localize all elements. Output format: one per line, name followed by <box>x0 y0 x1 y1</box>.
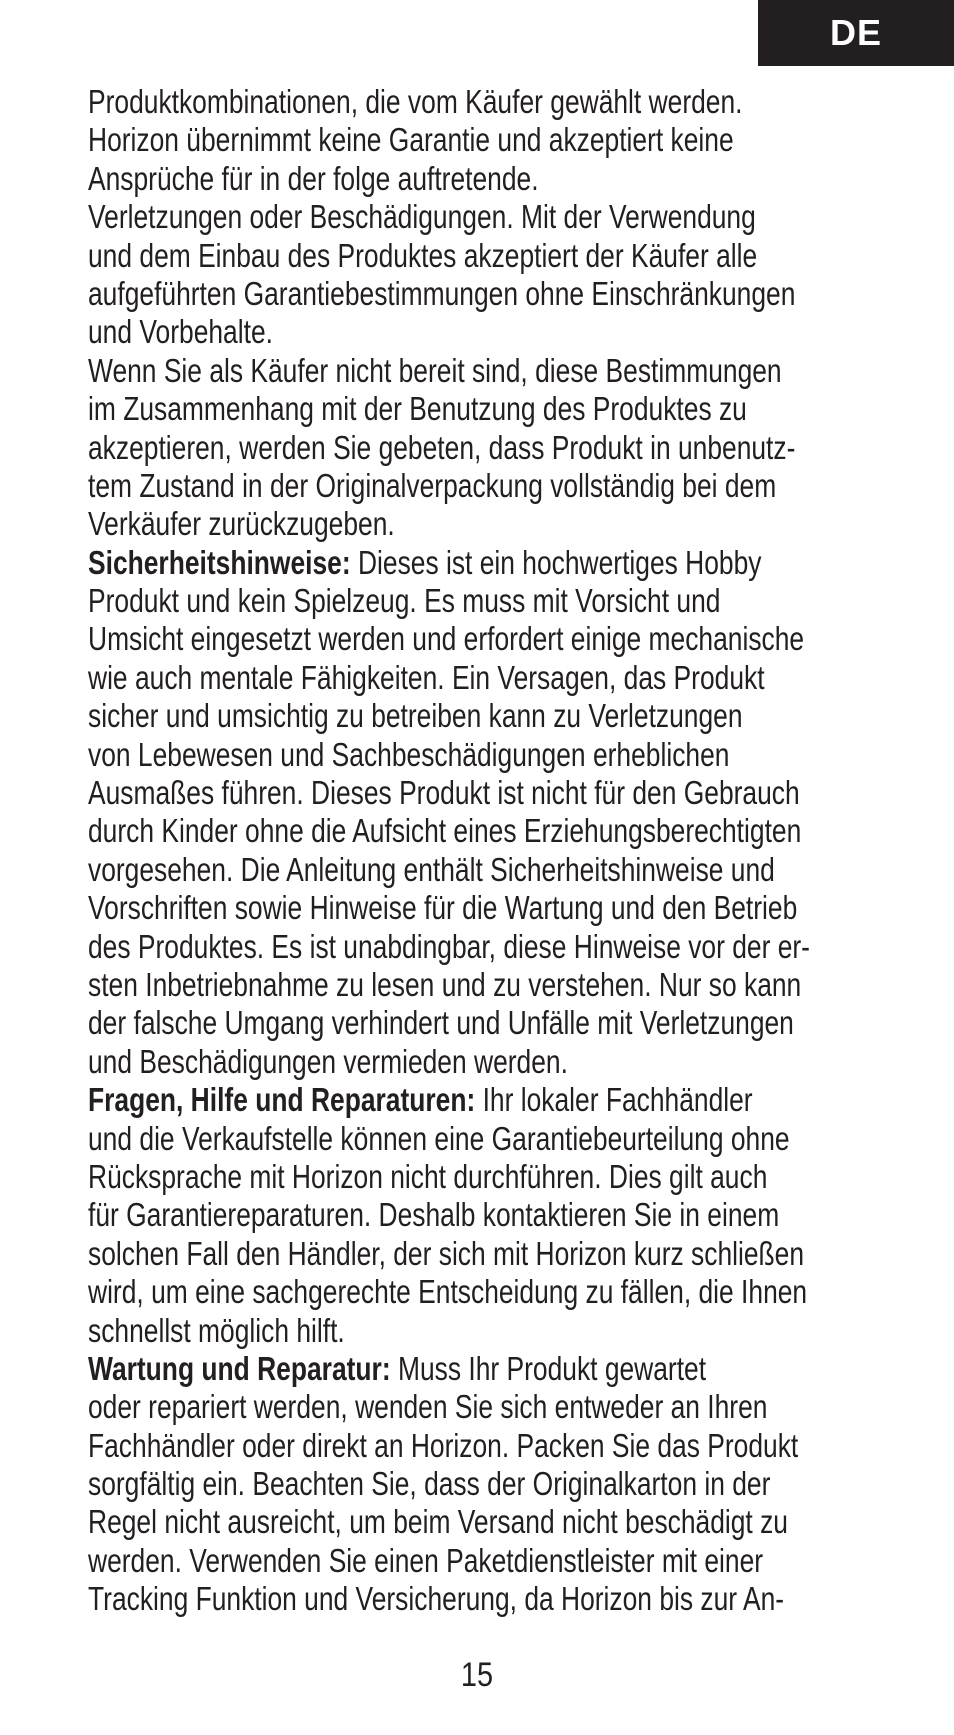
text-line <box>88 1503 788 1541</box>
line-text: Vorschriften sowie Hinweise für die Wartung und den Betrieb <box>88 889 798 927</box>
line-text: werden. Verwenden Sie einen Paketdienstleister mit einer <box>88 1541 764 1579</box>
text-line <box>88 774 800 812</box>
line-text: Umsicht eingesetzt werden und erfordert einige mechanische <box>88 620 805 658</box>
line-text: sorgfältig ein. Beachten Sie, dass der Originalkarton in der <box>88 1465 771 1503</box>
document-body <box>88 83 868 1619</box>
line-text: Fachhändler oder direkt an Horizon. Packen Sie das Produkt <box>88 1426 799 1464</box>
line-text: Produkt und kein Spielzeug. Es muss mit Vorsicht und <box>88 582 721 620</box>
line-text: wird, um eine sachgerechte Entscheidung zu fällen, die Ihnen <box>88 1273 808 1311</box>
text-line <box>88 1580 785 1618</box>
line-text: akzeptieren, werden Sie gebeten, dass Produkt in unbenutz- <box>88 428 796 466</box>
line-text: durch Kinder ohne die Aufsicht eines Erziehungsberechtigten <box>88 812 802 850</box>
line-text: Ansprüche für in der folge auftretende. <box>88 159 539 197</box>
text-line <box>88 1043 712 1081</box>
text-line <box>88 313 712 351</box>
line-text: im Zusammenhang mit der Benutzung des Produktes zu <box>88 390 747 428</box>
language-tab: DE <box>758 0 954 66</box>
line-text: der falsche Umgang verhindert und Unfälle mit Verletzungen <box>88 1004 794 1042</box>
line-text: für Garantiereparaturen. Deshalb kontaktieren Sie in einem <box>88 1196 780 1234</box>
line-text: Horizon übernimmt keine Garantie und akzeptiert keine <box>88 121 734 159</box>
text-line <box>88 889 798 927</box>
text-line <box>88 121 734 159</box>
text-line <box>88 274 796 313</box>
text-line <box>88 1196 780 1234</box>
text-line <box>88 198 756 236</box>
text-line <box>88 505 712 543</box>
section-heading-line <box>88 1081 753 1119</box>
line-text: wie auch mentale Fähigkeiten. Ein Versagen, das Produkt <box>88 658 765 696</box>
text-line <box>88 236 758 275</box>
text-line <box>88 1312 712 1350</box>
text-line <box>88 1426 799 1465</box>
text-line <box>88 1388 768 1426</box>
text-line <box>88 1157 768 1196</box>
line-text: Muss Ihr Produkt gewartet <box>390 1349 707 1387</box>
line-text: vorgesehen. Die Anleitung enthält Sicherheitshinweise und <box>88 850 775 888</box>
line-text: von Lebewesen und Sachbeschädigungen erheblichen <box>88 735 730 773</box>
section-heading-line <box>88 1350 712 1388</box>
section-heading: Sicherheitshinweise: <box>88 543 351 581</box>
line-text: und Vorbehalte. <box>88 313 273 351</box>
line-text: und dem Einbau des Produktes akzeptiert der Käufer alle <box>88 236 758 274</box>
line-text: sicher und umsichtig zu betreiben kann zu Verletzungen <box>88 697 743 735</box>
text-line <box>88 735 730 774</box>
line-text: Verletzungen oder Beschädigungen. Mit der Verwendung <box>88 198 756 236</box>
section-heading-line <box>88 543 762 582</box>
line-text: und die Verkaufstelle können eine Garantiebeurteilung ohne <box>88 1119 790 1157</box>
text-line <box>88 1004 794 1042</box>
line-text: solchen Fall den Händler, der sich mit Horizon kurz schließen <box>88 1234 805 1272</box>
line-text: tem Zustand in der Originalverpackung vollständig bei dem <box>88 466 777 504</box>
text-line <box>88 927 810 966</box>
text-line <box>88 1541 764 1580</box>
line-text: des Produktes. Es ist unabdingbar, diese Hinweise vor der er- <box>88 927 810 965</box>
line-text: Tracking Funktion und Versicherung, da Horizon bis zur An- <box>88 1580 785 1618</box>
text-line <box>88 351 782 390</box>
line-text: schnellst möglich hilft. <box>88 1311 345 1349</box>
text-line <box>88 697 743 735</box>
section-heading: Fragen, Hilfe und Reparaturen: <box>88 1081 476 1119</box>
text-line <box>88 1119 790 1158</box>
line-text: Ausmaßes führen. Dieses Produkt ist nicht für den Gebrauch <box>88 774 800 812</box>
text-line <box>88 812 802 850</box>
text-line <box>88 1465 771 1503</box>
section-heading: Wartung und Reparatur: <box>88 1349 391 1387</box>
line-text: Regel nicht ausreicht, um beim Versand nicht beschädigt zu <box>88 1503 788 1541</box>
text-line <box>88 582 721 620</box>
text-line <box>88 1273 808 1311</box>
text-line <box>88 620 805 658</box>
line-text: Wenn Sie als Käufer nicht bereit sind, diese Bestimmungen <box>88 351 782 389</box>
text-line <box>88 428 796 467</box>
text-line <box>88 1234 805 1273</box>
text-line <box>88 83 743 121</box>
line-text: Verkäufer zurückzugeben. <box>88 505 395 543</box>
text-line <box>88 850 775 889</box>
line-text: aufgeführten Garantiebestimmungen ohne Einschränkungen <box>88 274 796 312</box>
text-line <box>88 466 777 505</box>
page-number: 15 <box>460 1656 494 1694</box>
line-text: oder repariert werden, wenden Sie sich entweder an Ihren <box>88 1388 768 1426</box>
line-text: Produktkombinationen, die vom Käufer gewählt werden. <box>88 83 743 120</box>
line-text: Rücksprache mit Horizon nicht durchführen. Dies gilt auch <box>88 1157 768 1195</box>
line-text: sten Inbetriebnahme zu lesen und zu verstehen. Nur so kann <box>88 965 802 1003</box>
text-line <box>88 965 802 1004</box>
text-line <box>88 658 765 697</box>
line-text: und Beschädigungen vermieden werden. <box>88 1042 568 1080</box>
text-line <box>88 390 747 428</box>
text-line <box>88 160 712 198</box>
line-text: Ihr lokaler Fachhändler <box>475 1081 753 1119</box>
line-text: Dieses ist ein hochwertiges Hobby <box>350 543 762 581</box>
